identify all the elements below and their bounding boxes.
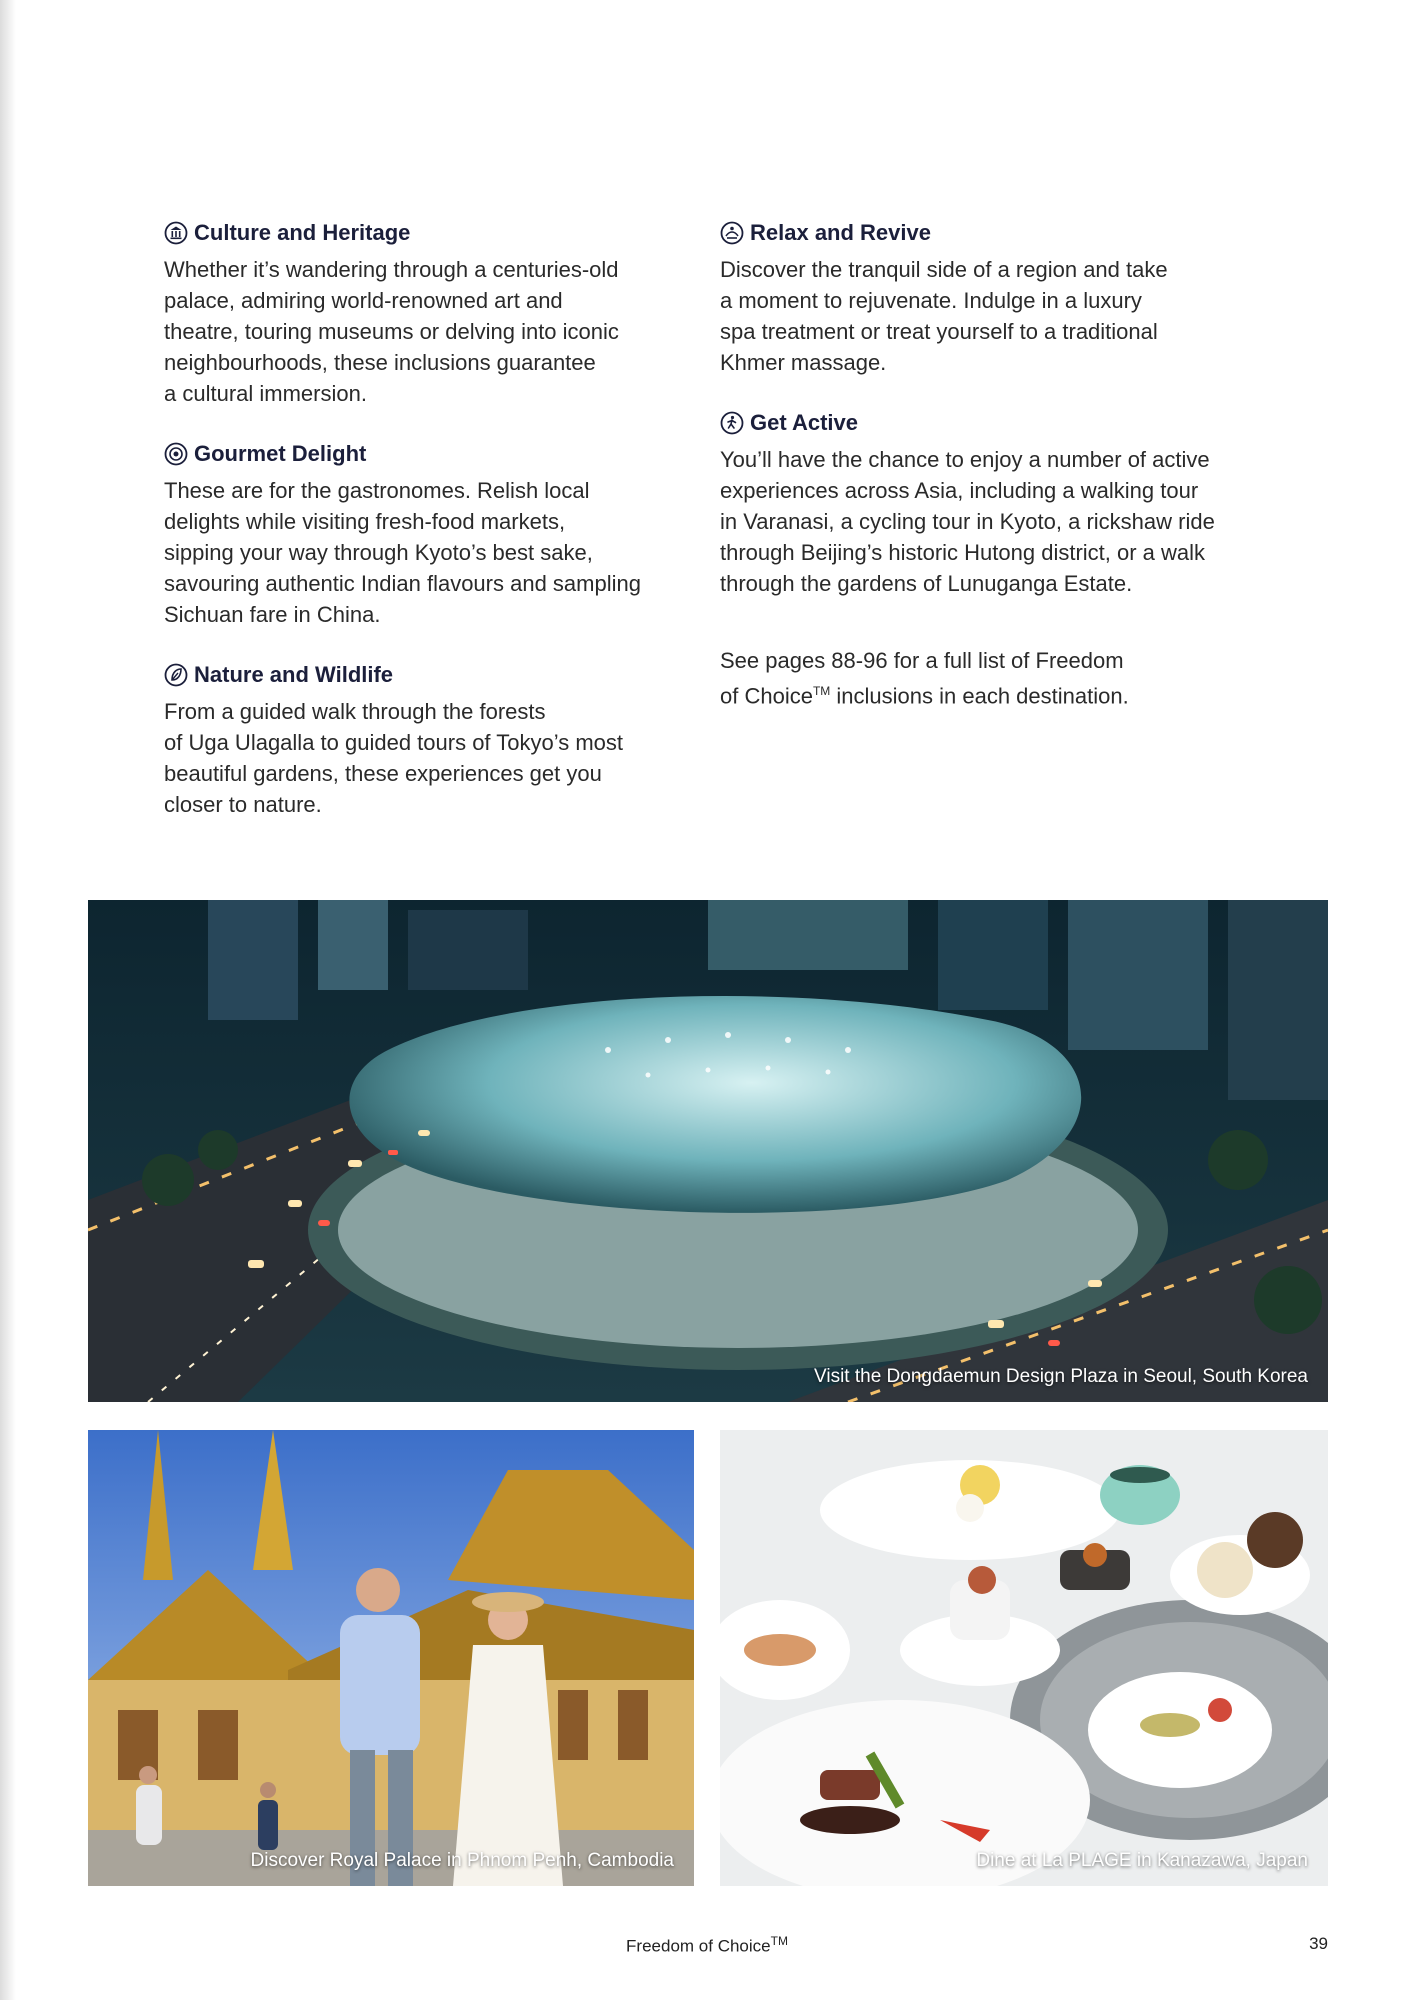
section-body: These are for the gastronomes. Relish local delights while visiting fresh-food markets, sipping your way through Kyoto’s best sake, savouring authentic Indian flavours and sampling Sichuan fare in China. bbox=[164, 478, 641, 627]
photo-caption: Visit the Dongdaemun Design Plaza in Seoul, South Korea bbox=[814, 1366, 1308, 1387]
section-body: From a guided walk through the forests of Uga Ulagalla to guided tours of Tokyo’s most beautiful gardens, these experiences get you closer to nature. bbox=[164, 699, 624, 817]
section-culture-heritage bbox=[164, 218, 684, 409]
note-line-2-prefix: of Choice bbox=[720, 683, 813, 709]
section-title: Get Active bbox=[750, 410, 859, 435]
plate-icon bbox=[164, 442, 188, 466]
trademark: TM bbox=[812, 684, 831, 698]
note-line-1: See pages 88-96 for a full list of Freedom bbox=[720, 648, 1124, 673]
section-get-active bbox=[720, 408, 1240, 599]
left-column bbox=[164, 218, 684, 850]
photo-dongdaemun-seoul bbox=[88, 900, 1328, 1402]
footer-trademark: TM bbox=[770, 1934, 788, 1948]
footer-title-text: Freedom of Choice bbox=[626, 1936, 771, 1956]
section-nature-wildlife bbox=[164, 660, 684, 820]
photo-caption: Discover Royal Palace in Phnom Penh, Cambodia bbox=[250, 1850, 674, 1871]
section-title: Gourmet Delight bbox=[194, 441, 367, 466]
temple-icon bbox=[164, 221, 188, 245]
footer-publication-title bbox=[0, 1934, 1414, 1957]
note-line-2-suffix: inclusions in each destination. bbox=[830, 683, 1129, 709]
walking-person-icon bbox=[720, 411, 744, 435]
photo-la-plage-kanazawa bbox=[720, 1430, 1328, 1886]
lotus-icon bbox=[720, 221, 744, 245]
photo-caption: Dine at La PLAGE in Kanazawa, Japan bbox=[976, 1850, 1308, 1871]
page-edge-shadow bbox=[0, 0, 16, 2000]
section-title: Culture and Heritage bbox=[194, 220, 411, 245]
royal-palace-scene bbox=[88, 1430, 694, 1886]
section-title: Nature and Wildlife bbox=[194, 662, 394, 687]
section-body: Whether it’s wandering through a centuries-old palace, admiring world-renowned art and theatre, touring museums or delving into iconic neighbourhoods, these inclusions guarantee a cultural immersion. bbox=[164, 257, 619, 406]
seoul-night-scene bbox=[88, 900, 1328, 1402]
section-body: You’ll have the chance to enjoy a number of active experiences across Asia, including a walking tour in Varanasi, a cycling tour in Kyoto, a rickshaw ride through Beijing’s historic Hutong district, or a walk through the gardens of Lunuganga Estate. bbox=[720, 447, 1215, 596]
leaf-icon bbox=[164, 663, 188, 687]
section-title: Relax and Revive bbox=[750, 220, 931, 245]
page-number: 39 bbox=[1309, 1934, 1328, 1953]
section-gourmet-delight bbox=[164, 439, 684, 630]
section-relax-revive bbox=[720, 218, 1240, 378]
inclusions-note bbox=[720, 645, 1240, 711]
dining-table-scene bbox=[720, 1430, 1328, 1886]
right-column bbox=[720, 218, 1240, 711]
section-body: Discover the tranquil side of a region and take a moment to rejuvenate. Indulge in a luxury spa treatment or treat yourself to a traditional Khmer massage. bbox=[720, 257, 1168, 375]
photo-royal-palace-phnom-penh bbox=[88, 1430, 694, 1886]
